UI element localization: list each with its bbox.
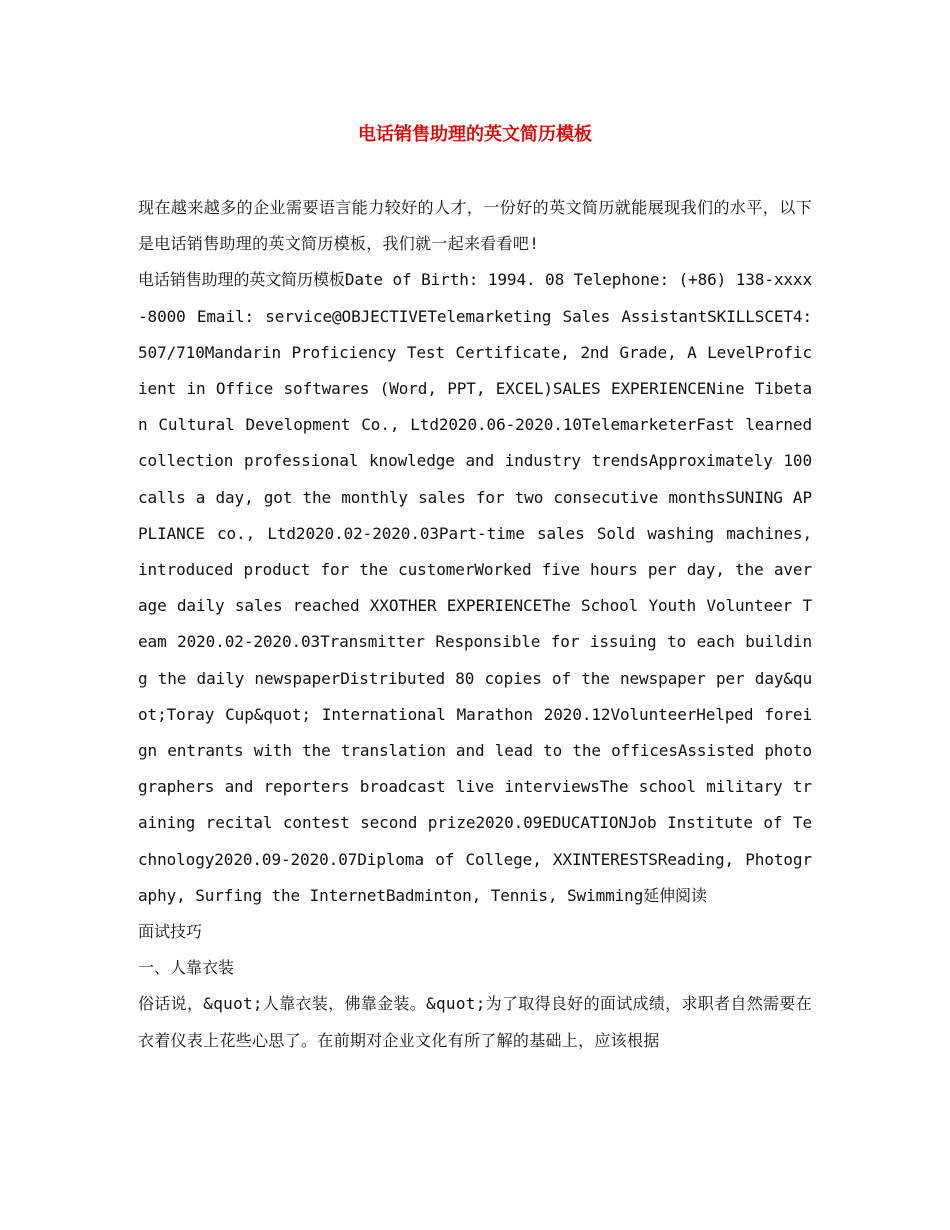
resume-template-text: 电话销售助理的英文简历模板Date of Birth: 1994. 08 Telephone: (+86) 138-xxxx-8000 Email: service@OBJECTIVETelemarketing Sales AssistantSKILLSCET4: 507/710Mandarin Proficiency Test Certificate, 2nd Grade, A LevelProficient in Office softwares (Word, PPT, EXCEL)SALES EXPERIENCENine Tibetan Cultural Development Co., Ltd2020.06-2020.10TelemarketerFast learned collection professional knowledge and industry trendsApproximately 100 calls a day, got the monthly sales for two consecutive monthsSUNING APPLIANCE co., Ltd2020.02-2020.03Part-time sales Sold washing machines, introduced product for the customerWorked five hours per day, the average daily sales reached XXOTHER EXPERIENCEThe School Youth Volunteer Team 2020.02-2020.03Transmitter Responsible for issuing to each building the daily newspaperDistributed 80 copies of the newspaper per day&quot;Toray Cup&quot; International Marathon 2020.12VolunteerHelped foreign entrants with the translation and lead to the officesAssisted photographers and reporters broadcast live interviewsThe school military training recital contest second prize2020.09EDUCATIONJob Institute of Technology2020.09-2020.07Diploma of College, XXINTERESTSReading, Photography, Surfing the InternetBadminton, Tennis, Swimming延伸阅读 [138, 270, 812, 905]
document-body [138, 190, 812, 1059]
intro-paragraph: 现在越来越多的企业需要语言能力较好的人才，一份好的英文简历就能展现我们的水平，以下是电话销售助理的英文简历模板，我们就一起来看看吧! [138, 198, 812, 254]
section-heading: 面试技巧 [138, 922, 203, 942]
document-title: 电话销售助理的英文简历模板 [358, 124, 592, 145]
sub-heading: 一、人靠衣装 [138, 958, 235, 978]
tips-paragraph: 俗话说，&quot;人靠衣装，佛靠金装。&quot;为了取得良好的面试成绩，求职者自然需要在衣着仪表上花些心思了。在前期对企业文化有所了解的基础上，应该根据 [138, 994, 812, 1050]
